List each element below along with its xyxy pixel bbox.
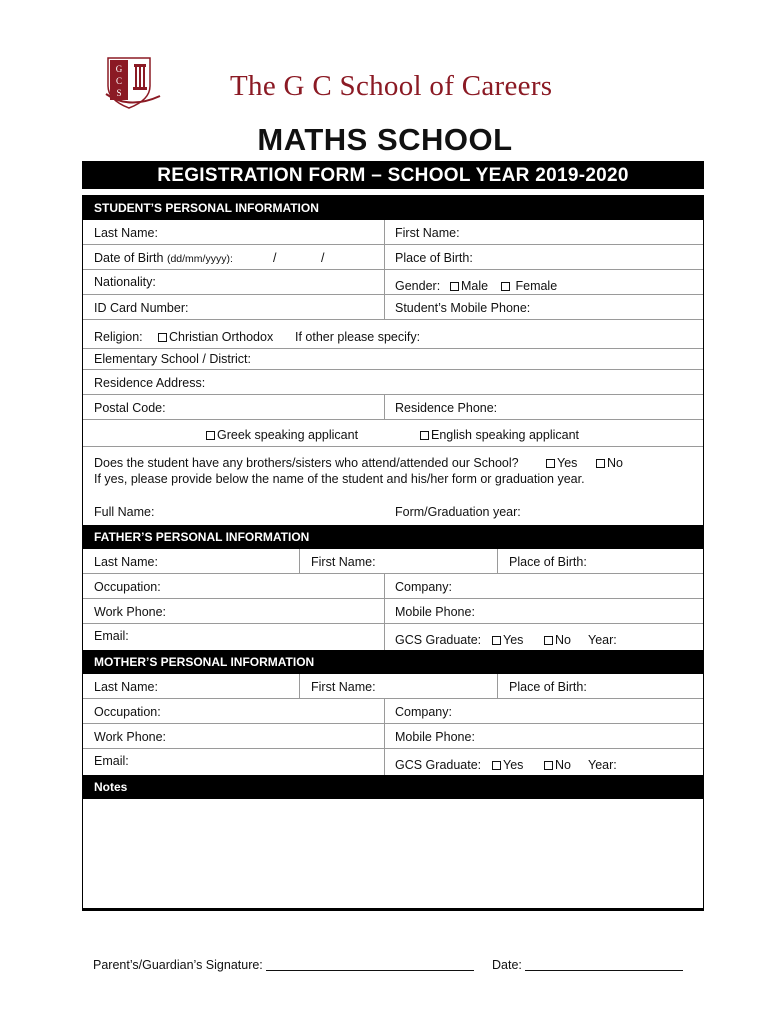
father-name-row bbox=[83, 549, 703, 574]
signature-label: Parent’s/Guardian’s Signature: bbox=[93, 958, 263, 972]
signature-line bbox=[266, 970, 474, 971]
sibling-form-year-field[interactable]: Form/Graduation year: bbox=[395, 505, 521, 519]
student-postal-row bbox=[83, 395, 703, 420]
father-company-field[interactable]: Company: bbox=[395, 580, 452, 594]
mother-work-phone-field[interactable]: Work Phone: bbox=[94, 730, 167, 744]
religion-orthodox-checkbox[interactable]: Christian Orthodox bbox=[158, 330, 273, 344]
mother-gcs-no-checkbox[interactable]: No bbox=[544, 758, 571, 772]
father-gcs-year-field[interactable]: Year: bbox=[588, 633, 617, 647]
residence-phone-field[interactable]: Residence Phone: bbox=[395, 401, 498, 415]
father-email-field[interactable]: Email: bbox=[94, 629, 129, 643]
father-occupation-row bbox=[83, 574, 703, 599]
father-gcs-no-checkbox[interactable]: No bbox=[544, 633, 571, 647]
mother-name-row bbox=[83, 674, 703, 699]
student-language-row bbox=[83, 420, 703, 447]
student-mobile-field[interactable]: Student’s Mobile Phone: bbox=[395, 301, 531, 315]
dob-slash: / bbox=[273, 251, 277, 265]
svg-text:G: G bbox=[115, 64, 123, 74]
mother-occupation-row bbox=[83, 699, 703, 724]
student-address-row bbox=[83, 370, 703, 395]
elementary-school-field[interactable]: Elementary School / District: bbox=[94, 352, 251, 366]
religion-label: Religion: bbox=[94, 330, 143, 344]
mother-gcs-graduate-label: GCS Graduate: bbox=[395, 758, 482, 772]
mother-gcs-yes-checkbox[interactable]: Yes bbox=[492, 758, 523, 772]
student-siblings-row bbox=[83, 447, 703, 497]
mother-last-name-field[interactable]: Last Name: bbox=[94, 680, 158, 694]
mother-gcs-year-field[interactable]: Year: bbox=[588, 758, 617, 772]
mother-first-name-field[interactable]: First Name: bbox=[311, 680, 376, 694]
student-first-name-field[interactable]: First Name: bbox=[395, 226, 460, 240]
religion-other-field[interactable]: If other please specify: bbox=[295, 330, 421, 344]
father-place-of-birth-field[interactable]: Place of Birth: bbox=[509, 555, 587, 569]
signature-field[interactable] bbox=[93, 958, 474, 972]
father-section-header: FATHER’S PERSONAL INFORMATION bbox=[83, 525, 703, 549]
notes-area[interactable] bbox=[83, 799, 703, 908]
mother-company-field[interactable]: Company: bbox=[395, 705, 452, 719]
sibling-details-row bbox=[83, 498, 703, 523]
mother-mobile-phone-field[interactable]: Mobile Phone: bbox=[395, 730, 475, 744]
father-phone-row bbox=[83, 599, 703, 624]
mother-email-row bbox=[83, 749, 703, 775]
residence-address-field[interactable]: Residence Address: bbox=[94, 376, 206, 390]
father-mobile-phone-field[interactable]: Mobile Phone: bbox=[395, 605, 475, 619]
logo-columns-icon bbox=[133, 64, 147, 90]
svg-text:S: S bbox=[116, 88, 122, 98]
student-section-header: STUDENT’S PERSONAL INFORMATION bbox=[83, 196, 703, 220]
siblings-note: If yes, please provide below the name of the student and his/her form or graduation year. bbox=[94, 472, 585, 486]
siblings-question: Does the student have any brothers/sisters who attend/attended our School? bbox=[94, 456, 519, 470]
school-logo bbox=[104, 56, 162, 112]
student-elementary-row bbox=[83, 349, 703, 370]
siblings-no-checkbox[interactable]: No bbox=[596, 456, 623, 470]
mother-section-header: MOTHER’S PERSONAL INFORMATION bbox=[83, 650, 703, 674]
mother-phone-row bbox=[83, 724, 703, 749]
father-gcs-graduate-label: GCS Graduate: bbox=[395, 633, 482, 647]
notes-section-header: Notes bbox=[83, 775, 703, 799]
mother-email-field[interactable]: Email: bbox=[94, 754, 129, 768]
student-nationality-row bbox=[83, 270, 703, 295]
english-speaking-checkbox[interactable]: English speaking applicant bbox=[420, 428, 579, 442]
dob-label: Date of Birth bbox=[94, 251, 164, 265]
date-field[interactable] bbox=[492, 958, 683, 972]
greek-speaking-checkbox[interactable]: Greek speaking applicant bbox=[206, 428, 358, 442]
date-line bbox=[525, 970, 683, 971]
siblings-yes-checkbox[interactable]: Yes bbox=[546, 456, 577, 470]
student-last-name-field[interactable]: Last Name: bbox=[94, 226, 158, 240]
father-work-phone-field[interactable]: Work Phone: bbox=[94, 605, 167, 619]
father-gcs-yes-checkbox[interactable]: Yes bbox=[492, 633, 523, 647]
student-religion-row bbox=[83, 320, 703, 349]
svg-text:C: C bbox=[115, 76, 123, 86]
mother-occupation-field[interactable]: Occupation: bbox=[94, 705, 161, 719]
school-name: The G C School of Careers bbox=[230, 70, 553, 102]
gender-female-checkbox[interactable]: Female bbox=[501, 279, 557, 293]
father-email-row bbox=[83, 624, 703, 650]
student-dob-field[interactable] bbox=[94, 251, 233, 265]
gender-male-checkbox[interactable]: Male bbox=[450, 279, 488, 293]
dob-slash: / bbox=[321, 251, 325, 265]
father-last-name-field[interactable]: Last Name: bbox=[94, 555, 158, 569]
father-occupation-field[interactable]: Occupation: bbox=[94, 580, 161, 594]
student-place-of-birth-field[interactable]: Place of Birth: bbox=[395, 251, 473, 265]
gender-label: Gender: bbox=[395, 279, 441, 293]
date-label: Date: bbox=[492, 958, 522, 972]
sibling-full-name-field[interactable]: Full Name: bbox=[94, 505, 155, 519]
student-nationality-field[interactable]: Nationality: bbox=[94, 275, 156, 289]
student-id-card-field[interactable]: ID Card Number: bbox=[94, 301, 189, 315]
dob-format: (dd/mm/yyyy): bbox=[166, 253, 233, 265]
father-first-name-field[interactable]: First Name: bbox=[311, 555, 376, 569]
postal-code-field[interactable]: Postal Code: bbox=[94, 401, 166, 415]
mother-place-of-birth-field[interactable]: Place of Birth: bbox=[509, 680, 587, 694]
registration-form bbox=[82, 195, 704, 911]
student-name-row bbox=[83, 220, 703, 245]
student-id-row bbox=[83, 295, 703, 320]
page-title: MATHS SCHOOL bbox=[257, 122, 513, 157]
student-birth-row bbox=[83, 245, 703, 270]
form-title: REGISTRATION FORM – SCHOOL YEAR 2019-2020 bbox=[82, 161, 704, 189]
